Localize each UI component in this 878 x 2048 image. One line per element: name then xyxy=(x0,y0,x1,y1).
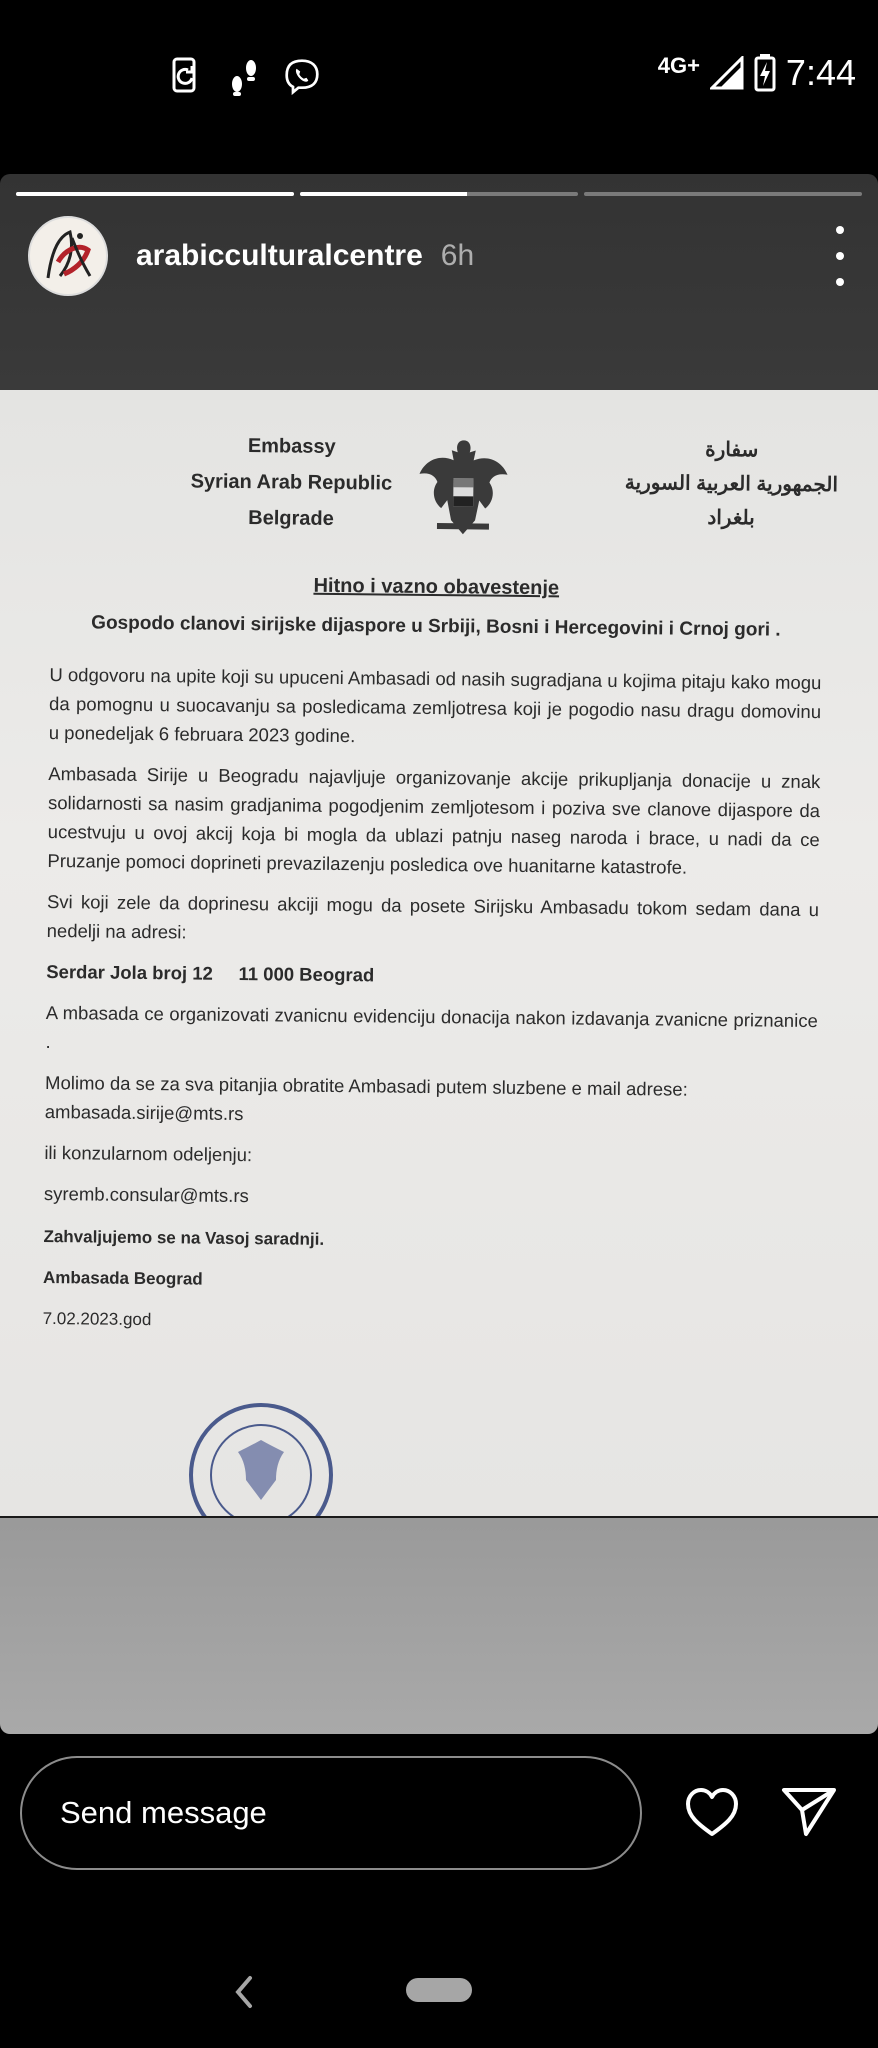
letter-paragraph: Molimo da se za sva pitanjia obratite Ambasadi putem sluzbene e mail adrese: xyxy=(45,1071,688,1100)
letterhead-line: Belgrade xyxy=(248,507,334,530)
progress-fill xyxy=(300,192,467,196)
letterhead-left xyxy=(171,427,412,538)
letterhead-line: Embassy xyxy=(247,435,336,458)
send-message-input[interactable]: Send message xyxy=(20,1756,642,1870)
nav-home-pill[interactable] xyxy=(406,1978,472,2002)
letter-body xyxy=(42,660,821,1353)
story-header xyxy=(28,218,850,294)
letter-title: Hitno i vazno obavestenje xyxy=(313,574,560,600)
letter-paragraph: Ambasada Sirije u Beogradu najavljuje organizovanje akcije prikupljanja donacije u znak solidarnosti sa nasim gradjanima pogodjenim zemljotesom i poziva sve clanove dijaspore da ucestvuju u ovoj akcij koja bi mogla da ublazi patnju naseg naroda i brace, u nadi da ce Pruzanje pomoci doprineti prevazilazenju posledica ove huanitarne katastrofe. xyxy=(47,762,821,878)
letter-signature: Ambasada Beograd xyxy=(42,1267,203,1289)
screen-rotate-icon xyxy=(168,56,204,96)
letterhead-right xyxy=(621,432,842,536)
letter-email: ambasada.sirije@mts.rs xyxy=(44,1100,244,1125)
battery-charging-icon xyxy=(754,54,776,92)
letter-paragraph: A mbasada ce organizovati zvanicnu evidenciju donacija nakon izdavanja zvanicne priznanice . xyxy=(45,1001,818,1053)
send-icon[interactable] xyxy=(780,1784,838,1838)
avatar[interactable] xyxy=(28,216,108,296)
steps-icon xyxy=(226,56,262,96)
signal-icon xyxy=(710,56,744,90)
letter-email: syremb.consular@mts.rs xyxy=(43,1182,249,1207)
heart-icon[interactable] xyxy=(684,1786,740,1838)
status-bar xyxy=(0,0,878,150)
letter-paragraph: U odgovoru na upite koji su upuceni Ambasadi od nasih sugradjana u kojima pitaju kako mogu da pomognu u suocavanju sa posledicama zemljotresa koji je pogodio nasu dragu domovinu u ponedeljak 6 februara 2023 godine. xyxy=(48,663,822,747)
dot xyxy=(836,252,844,260)
nav-back-icon[interactable] xyxy=(232,1974,254,2010)
story-progress-segment xyxy=(300,192,578,196)
story-progress-segment xyxy=(16,192,294,196)
system-status xyxy=(658,52,856,94)
progress-fill xyxy=(16,192,294,196)
story-progress xyxy=(16,192,862,196)
network-type: 4G+ xyxy=(657,53,700,78)
letterhead-line: Syrian Arab Republic xyxy=(190,470,393,495)
dot xyxy=(836,226,844,234)
story-viewer[interactable] xyxy=(0,174,878,1734)
clock: 7:44 xyxy=(785,52,856,93)
coat-of-arms-icon xyxy=(413,434,514,545)
calligraphy-logo-icon xyxy=(30,218,106,294)
letterhead-line: بلغراد xyxy=(707,506,755,530)
story-progress-segment xyxy=(584,192,862,196)
letterhead-line: سفارة xyxy=(705,438,759,462)
story-image-letter xyxy=(0,390,878,1544)
letter-thanks: Zahvaljujemo se na Vasoj saradnji. xyxy=(43,1226,325,1249)
letter-address: Serdar Jola broj 12 11 000 Beograd xyxy=(46,960,375,986)
letter-paragraph: Svi koji zele da doprinesu akciji mogu da posete Sirijsku Ambasadu tokom sedam dana u nedelji na adresi: xyxy=(46,890,820,943)
notification-icons xyxy=(168,56,320,96)
username[interactable]: arabicculturalcentre xyxy=(136,239,423,272)
letter-content xyxy=(42,426,839,1330)
dot xyxy=(836,278,844,286)
viber-icon xyxy=(284,56,320,96)
post-age: 6h xyxy=(440,239,475,272)
embassy-seal-icon: BEOGRADE xyxy=(186,1400,336,1518)
letterhead-line: الجمهورية العربية السورية xyxy=(624,472,839,497)
more-options-icon[interactable] xyxy=(830,226,850,286)
letter-salutation: Gospodo clanovi sirijske dijaspore u Srbiji, Bosni i Hercegovini i Crnoj gori . xyxy=(91,612,781,641)
letter-date: 7.02.2023.god xyxy=(42,1308,152,1330)
letter-paragraph: ili konzularnom odeljenju: xyxy=(44,1141,253,1166)
